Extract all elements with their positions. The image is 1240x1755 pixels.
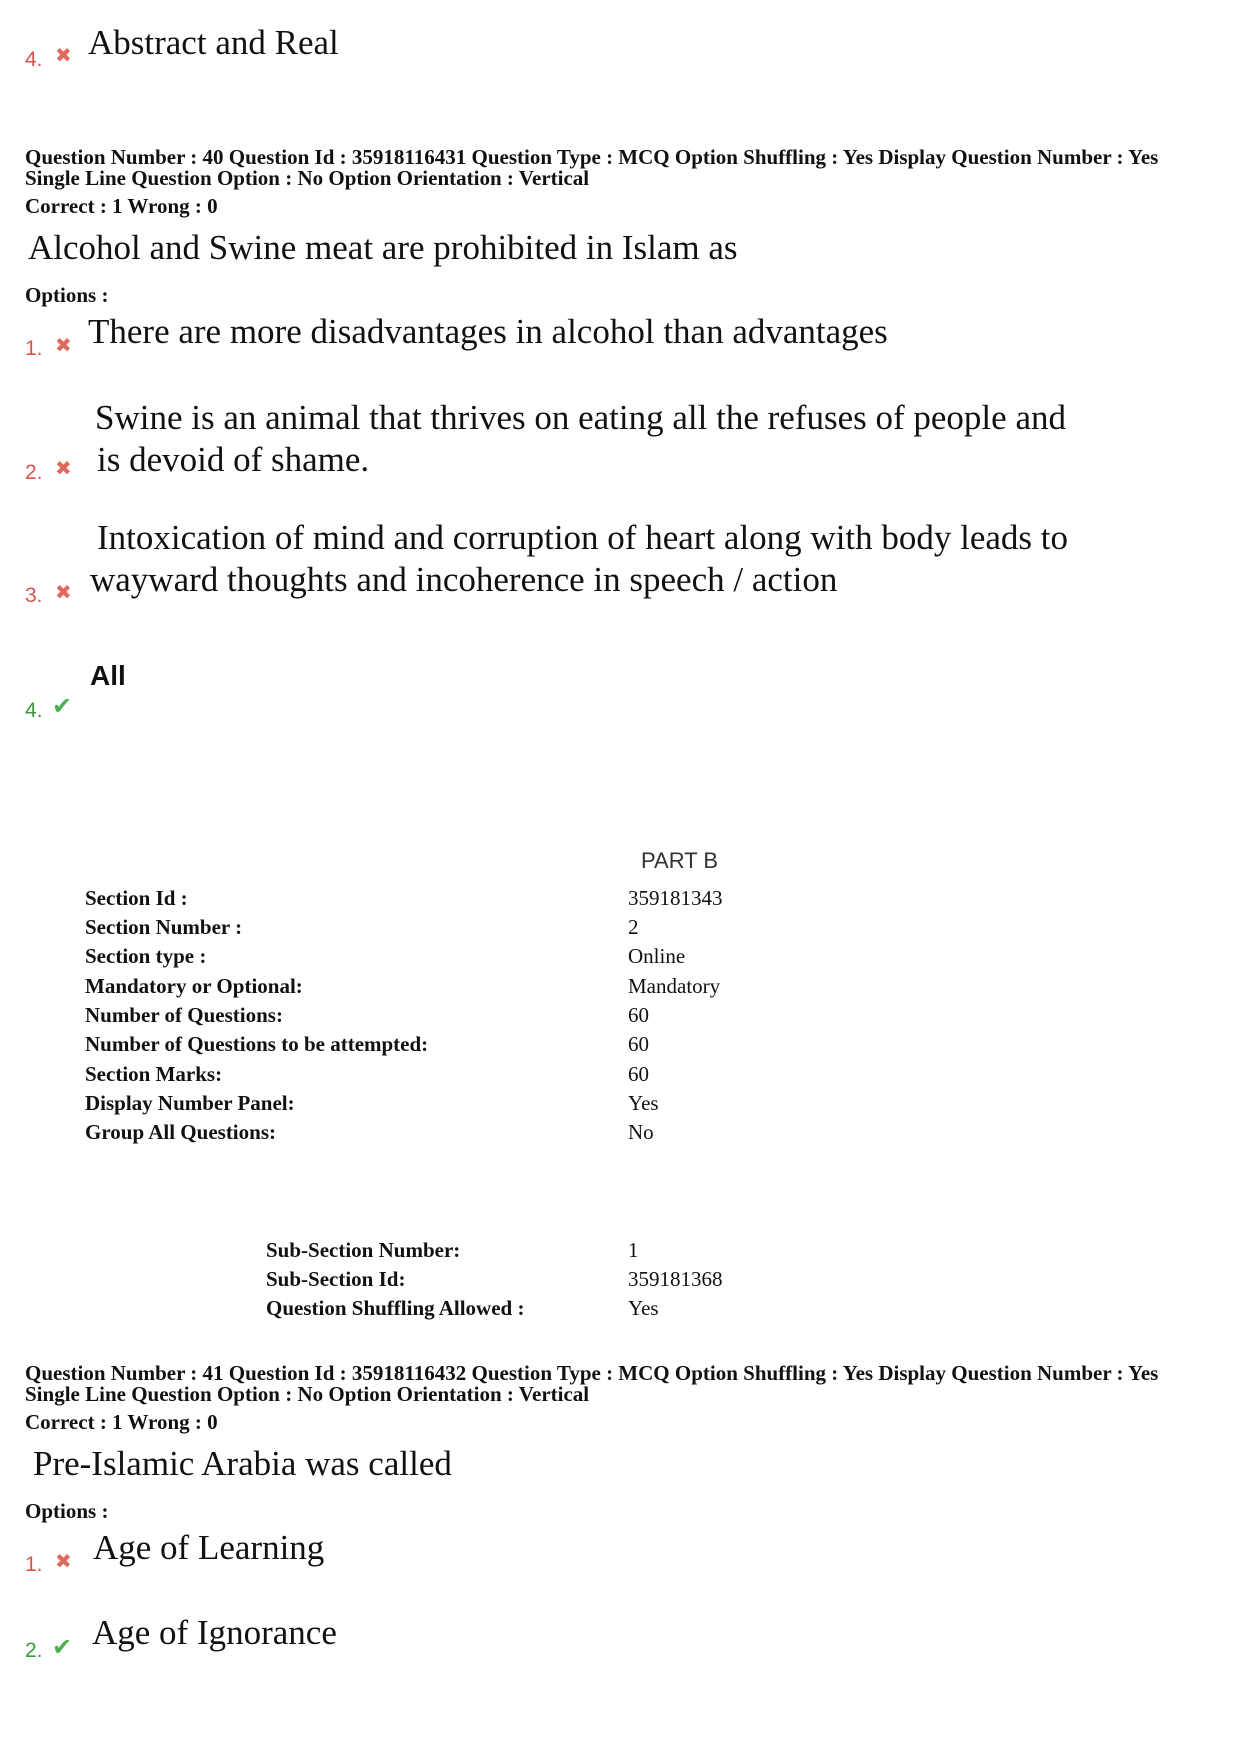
mandatory-label: Mandatory or Optional: <box>85 974 303 998</box>
option-text: Age of Ignorance <box>92 1613 337 1652</box>
option-text: Age of Learning <box>93 1528 325 1567</box>
options-label: Options : <box>25 283 109 307</box>
questions-to-attempt-value: 60 <box>628 1032 649 1056</box>
question-meta-line1: Question Number : 41 Question Id : 35918116432 Question Type : MCQ Option Shuffling : Yes Display Question Number : Yes <box>25 1361 1159 1385</box>
section-type-label: Section type : <box>85 944 207 968</box>
number-of-questions-value: 60 <box>628 1003 649 1027</box>
question-meta-line1: Question Number : 40 Question Id : 35918116431 Question Type : MCQ Option Shuffling : Yes Display Question Number : Yes <box>25 145 1159 169</box>
section-number-label: Section Number : <box>85 915 243 939</box>
option-text: There are more disadvantages in alcohol than advantages <box>88 312 888 351</box>
wrong-mark-icon: ✖ <box>55 456 72 480</box>
question-marks: Correct : 1 Wrong : 0 <box>25 194 218 218</box>
question-meta-line2: Single Line Question Option : No Option Orientation : Vertical <box>25 1382 590 1406</box>
question-meta-line2: Single Line Question Option : No Option Orientation : Vertical <box>25 166 590 190</box>
subsection-id-label: Sub-Section Id: <box>266 1267 406 1291</box>
display-number-panel-value: Yes <box>628 1091 659 1115</box>
question-marks: Correct : 1 Wrong : 0 <box>25 1410 218 1434</box>
option-text-line: is devoid of shame. <box>97 440 370 479</box>
section-type-value: Online <box>628 944 686 968</box>
option-text-line: Swine is an animal that thrives on eating all the refuses of people and <box>95 398 1066 437</box>
group-all-questions-label: Group All Questions: <box>85 1120 276 1144</box>
section-number-value: 2 <box>628 915 639 939</box>
mandatory-value: Mandatory <box>628 974 721 998</box>
group-all-questions-value: No <box>628 1120 654 1144</box>
wrong-mark-icon: ✖ <box>55 43 72 67</box>
subsection-number-value: 1 <box>628 1238 639 1262</box>
question-text: Pre-Islamic Arabia was called <box>33 1444 452 1483</box>
section-id-label: Section Id : <box>85 886 188 910</box>
question-shuffling-value: Yes <box>628 1296 659 1320</box>
section-marks-value: 60 <box>628 1062 649 1086</box>
option-number: 3. <box>25 584 43 607</box>
option-text-line: wayward thoughts and incoherence in speech / action <box>90 560 838 599</box>
option-number: 4. <box>25 699 43 722</box>
question-shuffling-label: Question Shuffling Allowed : <box>266 1296 525 1320</box>
option-number: 1. <box>25 337 43 360</box>
option-number: 2. <box>25 461 43 484</box>
option-number: 4. <box>25 48 43 71</box>
number-of-questions-label: Number of Questions: <box>85 1003 283 1027</box>
options-label: Options : <box>25 1499 109 1523</box>
question-text: Alcohol and Swine meat are prohibited in Islam as <box>28 228 738 267</box>
option-number: 1. <box>25 1553 43 1576</box>
wrong-mark-icon: ✖ <box>55 333 72 357</box>
section-title: PART B <box>641 848 719 873</box>
subsection-number-label: Sub-Section Number: <box>266 1238 461 1262</box>
option-number: 2. <box>25 1639 43 1662</box>
check-mark-icon: ✔ <box>52 692 73 720</box>
option-text: All <box>90 660 126 691</box>
subsection-id-value: 359181368 <box>628 1267 723 1291</box>
display-number-panel-label: Display Number Panel: <box>85 1091 295 1115</box>
wrong-mark-icon: ✖ <box>55 580 72 604</box>
questions-to-attempt-label: Number of Questions to be attempted: <box>85 1032 429 1056</box>
section-id-value: 359181343 <box>628 886 723 910</box>
option-text-line: Intoxication of mind and corruption of heart along with body leads to <box>97 518 1069 557</box>
option-text: Abstract and Real <box>88 23 339 62</box>
section-marks-label: Section Marks: <box>85 1062 223 1086</box>
wrong-mark-icon: ✖ <box>55 1549 72 1573</box>
check-mark-icon: ✔ <box>52 1633 73 1661</box>
